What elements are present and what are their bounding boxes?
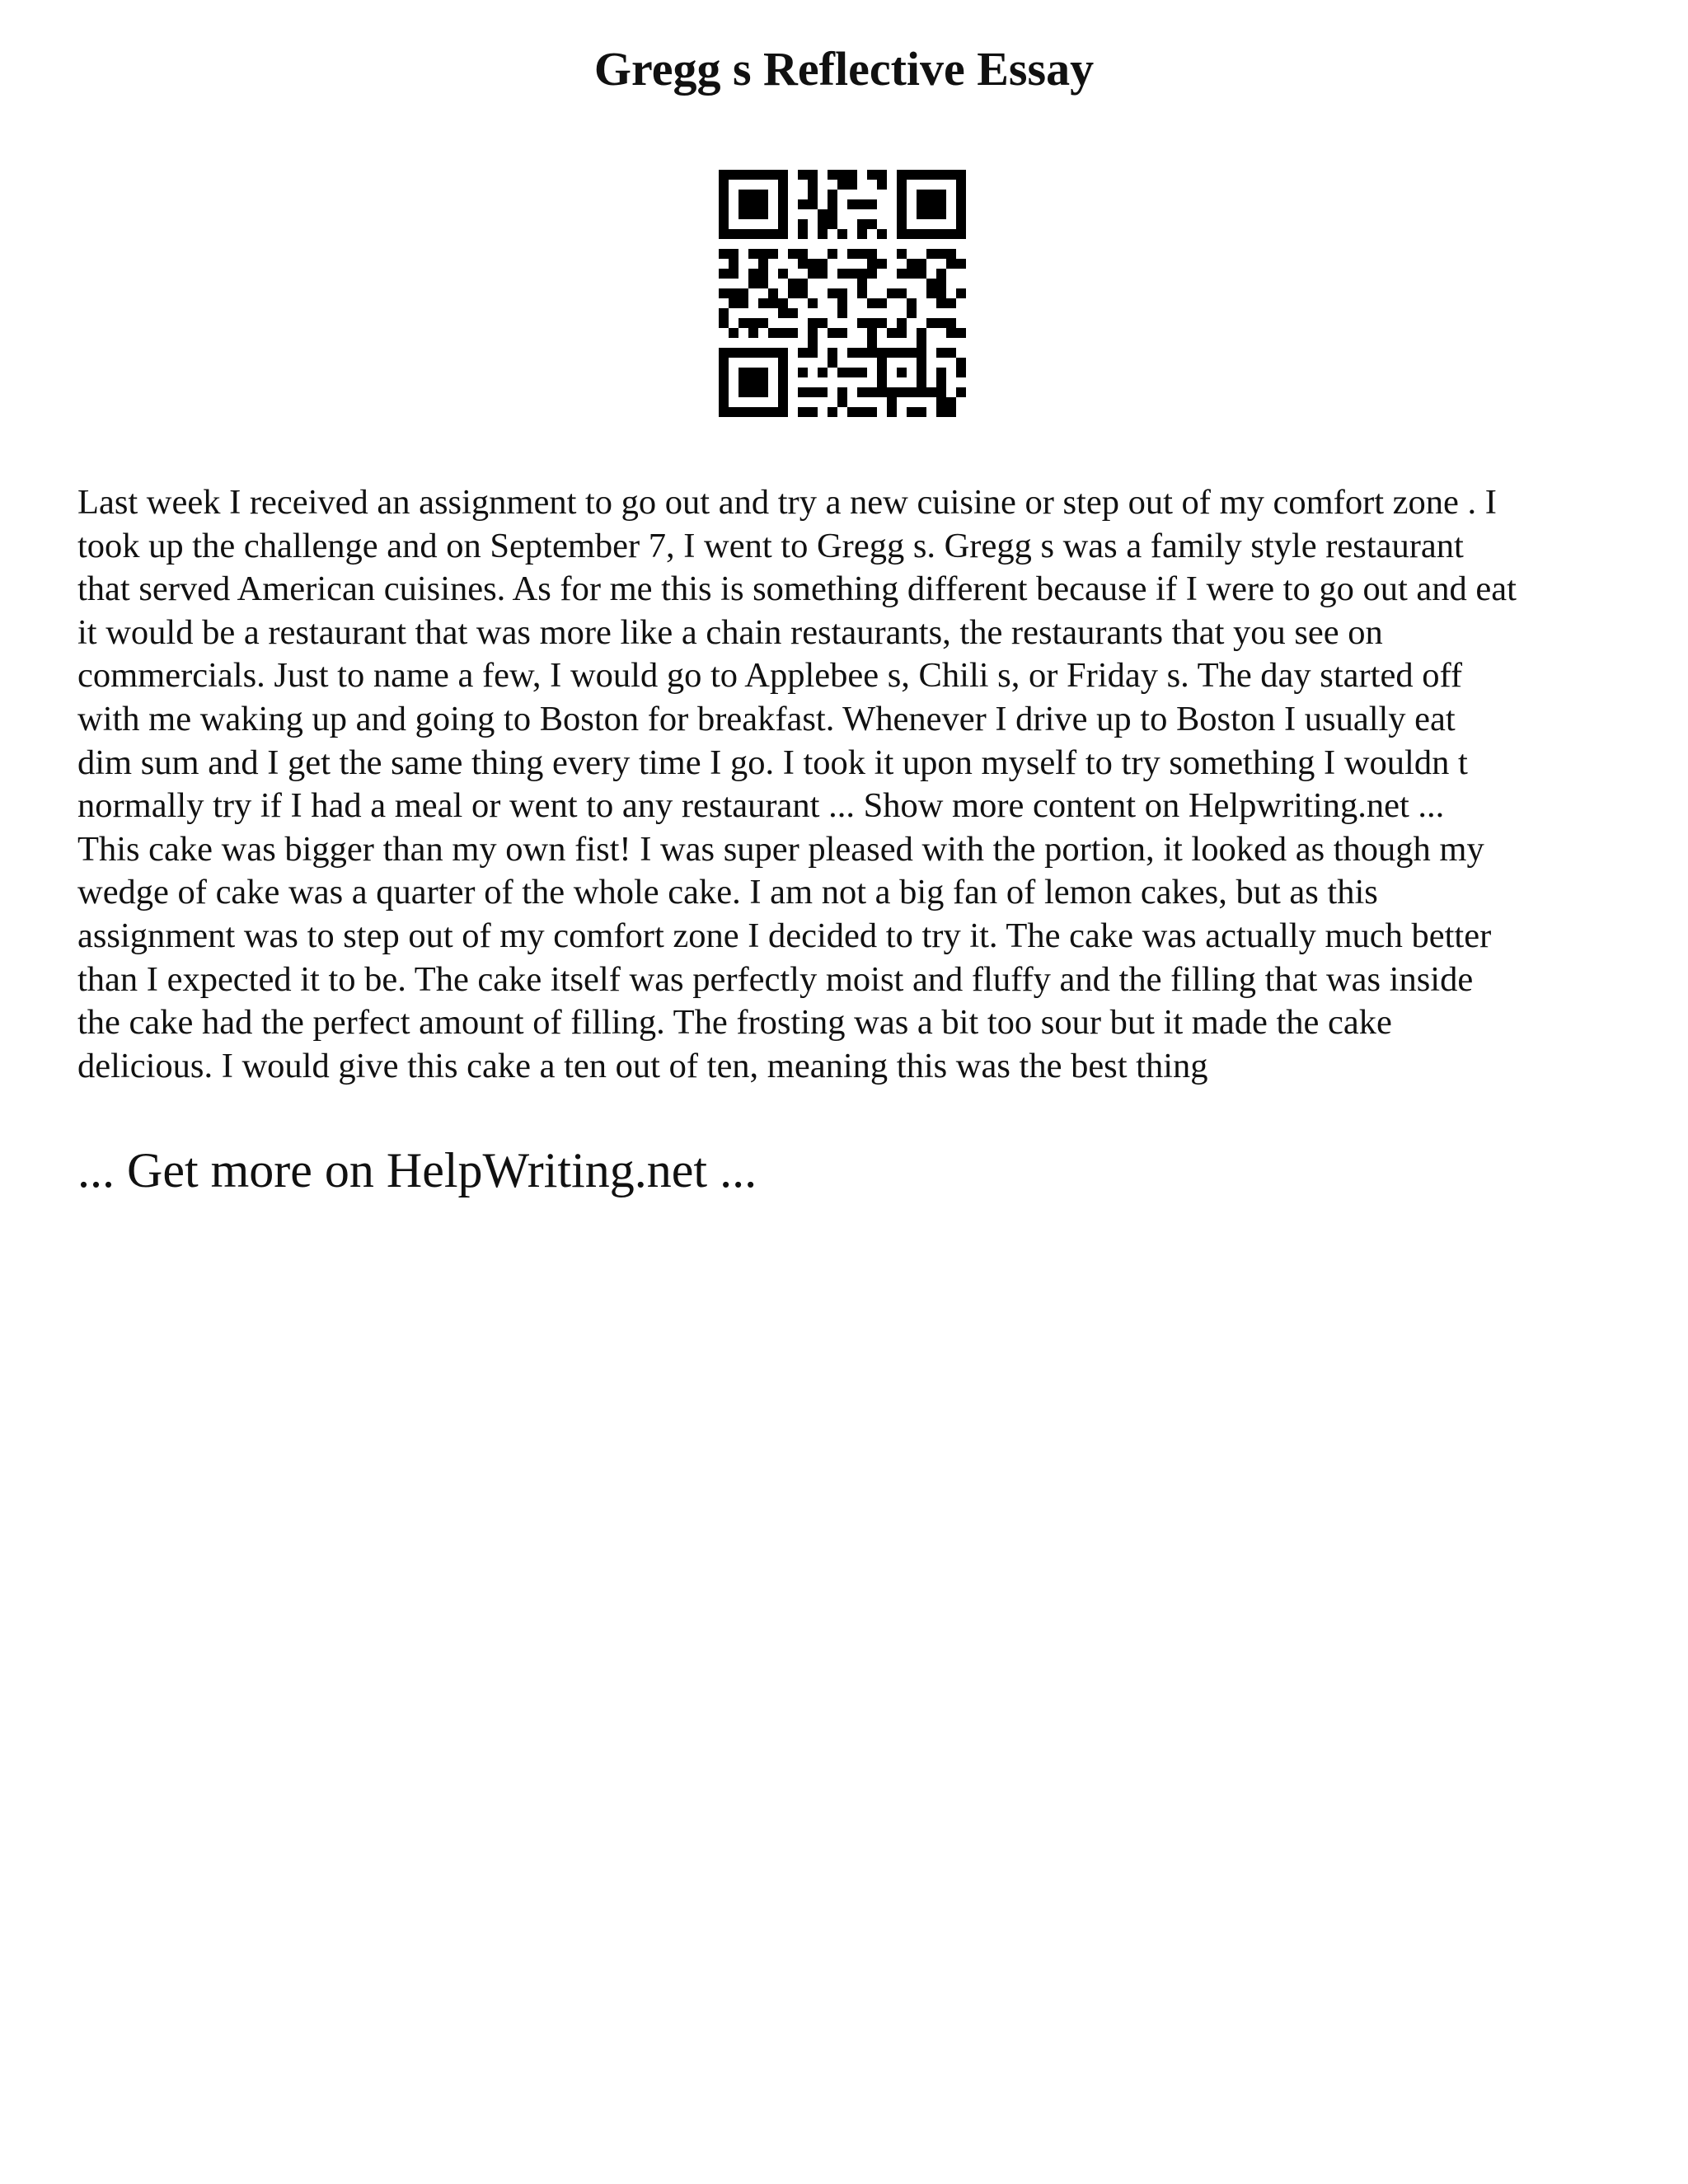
essay-line: normally try if I had a meal or went to any restaurant ... Show more content on Helpwriting.net ... [77,786,1445,826]
essay-body [77,481,1643,1088]
essay-line: delicious. I would give this cake a ten out of ten, meaning this was the best thing [77,1046,1208,1085]
essay-line: wedge of cake was a quarter of the whole cake. I am not a big fan of lemon cakes, but as this [77,873,1378,912]
essay-line: commercials. Just to name a few, I would go to Applebee s, Chili s, or Friday s. The day started off [77,656,1462,696]
qr-code-graphic [719,170,966,417]
essay-line: with me waking up and going to Boston for breakfast. Whenever I drive up to Boston I usually eat [77,699,1456,738]
qr-code-icon [719,170,966,417]
essay-line: This cake was bigger than my own fist! I was super pleased with the portion, it looked as though my [77,829,1484,869]
essay-line: the cake had the perfect amount of filling. The frosting was a bit too sour but it made the cake [77,1003,1392,1043]
essay-line: that served American cuisines. As for me this is something different because if I were to go out and eat [77,569,1517,609]
essay-line: took up the challenge and on September 7, I went to Gregg s. Gregg s was a family style restaurant [77,526,1464,565]
essay-line: it would be a restaurant that was more like a chain restaurants, the restaurants that you see on [77,612,1383,652]
essay-title: Gregg s Reflective Essay [593,42,1095,96]
essay-line: assignment was to step out of my comfort zone I decided to try it. The cake was actually much better [77,916,1492,955]
essay-line: dim sum and I get the same thing every time I go. I took it upon myself to try something I wouldn t [77,743,1468,782]
essay-line: than I expected it to be. The cake itself was perfectly moist and fluffy and the filling that was inside [77,959,1474,999]
get-more-link[interactable]: ... Get more on HelpWriting.net ... [77,1143,757,1197]
essay-line: Last week I received an assignment to go out and try a new cuisine or step out of my comfort zone . I [77,483,1497,522]
